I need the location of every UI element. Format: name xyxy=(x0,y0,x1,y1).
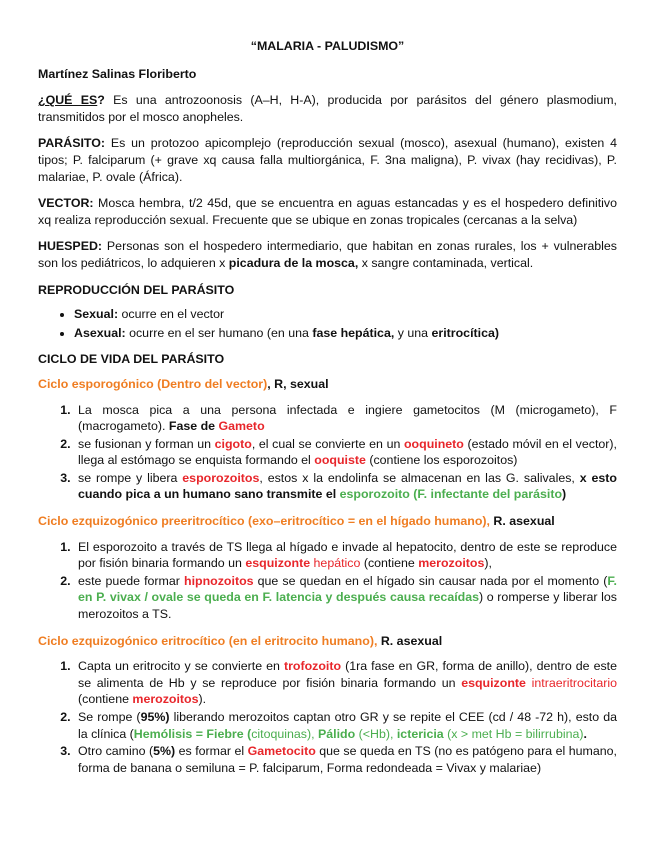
list-item: 1. Capta un eritrocito y se convierte en trofozoito (1ra fase en GR, forma de anillo), dentro de este se alimenta de Hb y se reproduce por fisión binaria formando un esquizonte intraeritrocitario (contiene merozoitos). xyxy=(74,658,617,708)
document-title: “MALARIA - PALUDISMO” xyxy=(250,39,405,53)
list-item-asexual: • Asexual: ocurre en el ser humano (en una fase hepática, y una eritrocítica) xyxy=(74,325,617,342)
paragraph-vector xyxy=(38,195,617,228)
paragraph-huesped: HUESPED: Personas son el hospedero intermediario, que habitan en zonas rurales, los + vulnerables son los pediátricos, lo adquieren x picadura de la mosca, x sangre contaminada, vertical. xyxy=(38,239,617,270)
vector-label: VECTOR: xyxy=(38,196,94,211)
heading-ciclo-vida: CICLO DE VIDA DEL PARÁSITO xyxy=(38,352,225,367)
list-item: 1. La mosca pica a una persona infectada e ingiere gametocitos (M (microgameto), F (macrogameto). Fase de Gameto xyxy=(74,402,617,435)
subheading-esporogonico: Ciclo esporogónico (Dentro del vector), R, sexual xyxy=(38,376,329,391)
heading-reproduccion: REPRODUCCIÓN DEL PARÁSITO xyxy=(38,282,235,297)
parasito-label: PARÁSITO: xyxy=(38,136,106,151)
list-item: 3. se rompe y libera esporozoitos, estos x la endolinfa se almacenan en las G. salivales, x esto cuando pica a un humano sano transmite el esporozoito (F. infectante del parásito) xyxy=(74,470,617,503)
paragraph-parasito xyxy=(38,135,617,185)
vector-text: Mosca hembra, t/2 45d, que se encuentra en aguas estancadas y es el hospedero definitivo xq realiza reproducción sexual. Frecuente que se ubique en zonas tropicales (cercanas a la selva) xyxy=(38,196,617,227)
huesped-label: HUESPED: xyxy=(38,239,103,254)
list-item-sexual: • Sexual: ocurre en el vector xyxy=(74,306,617,323)
que-es-label: ¿QUÉ ES xyxy=(38,93,98,108)
list-item: 2. se fusionan y forman un cigoto, el cual se convierte en un ooquineto (estado móvil en el vector), llega al estómago se enquista formando el ooquiste (contiene los esporozoitos) xyxy=(74,436,617,469)
list-item: 1. El esporozoito a través de TS llega al hígado e invade al hepatocito, dentro de este se reproduce por fisión binaria formando un esquizonte hepático (contiene merozoitos), xyxy=(74,539,617,572)
esporogonico-list xyxy=(38,402,617,504)
parasito-text: Es un protozoo apicomplejo (reproducción sexual (mosco), asexual (humano), existen 4 tipos; P. falciparum (+ grave xq causa falla multiorgánica, F. 3na maligna), P. vivax (hay recidivas), P. malariae, P. ovale (África). xyxy=(38,136,617,184)
paragraph-que-es: ¿QUÉ ES? Es una antrozoonosis (A–H, H-A), producida por parásitos del género plasmodium, transmitidos por el mosco anopheles. xyxy=(38,93,618,124)
list-item: 3. Otro camino (5%) es formar el Gametocito que se queda en TS (no es patógeno para el humano, forma de banana o semiluna = P. falciparum, Forma redondeada = Vivax y malariae) xyxy=(74,743,617,776)
reproduccion-list xyxy=(38,306,617,341)
subheading-preeritrocitico: Ciclo ezquizogónico preeritrocítico (exo–eritrocítico = en el hígado humano), R. asexual xyxy=(38,514,555,529)
preeritrocitico-list xyxy=(38,539,617,623)
author-name: Martínez Salinas Floriberto xyxy=(38,66,197,81)
eritrocitico-list xyxy=(38,658,617,776)
subheading-eritrocitico: Ciclo ezquizogónico eritrocítico (en el eritrocito humano), R. asexual xyxy=(38,633,443,648)
que-es-text: Es una antrozoonosis (A–H, H-A), producida por parásitos del género plasmodium, transmitidos por el mosco anopheles. xyxy=(38,93,618,124)
list-item: 2. Se rompe (95%) liberando merozoitos captan otro GR y se repite el CEE (cd / 48 -72 h), esto da la clínica (Hemólisis = Fiebre (citoquinas), Pálido (<Hb), ictericia (x > met Hb = bilirrubina). xyxy=(74,709,617,742)
list-item: 2. este puede formar hipnozoitos que se quedan en el hígado sin causar nada por el momento (F. en P. vivax / ovale se queda en F. latencia y después causa recaídas) o romperse y liberar los merozoitos a TS. xyxy=(74,573,617,623)
